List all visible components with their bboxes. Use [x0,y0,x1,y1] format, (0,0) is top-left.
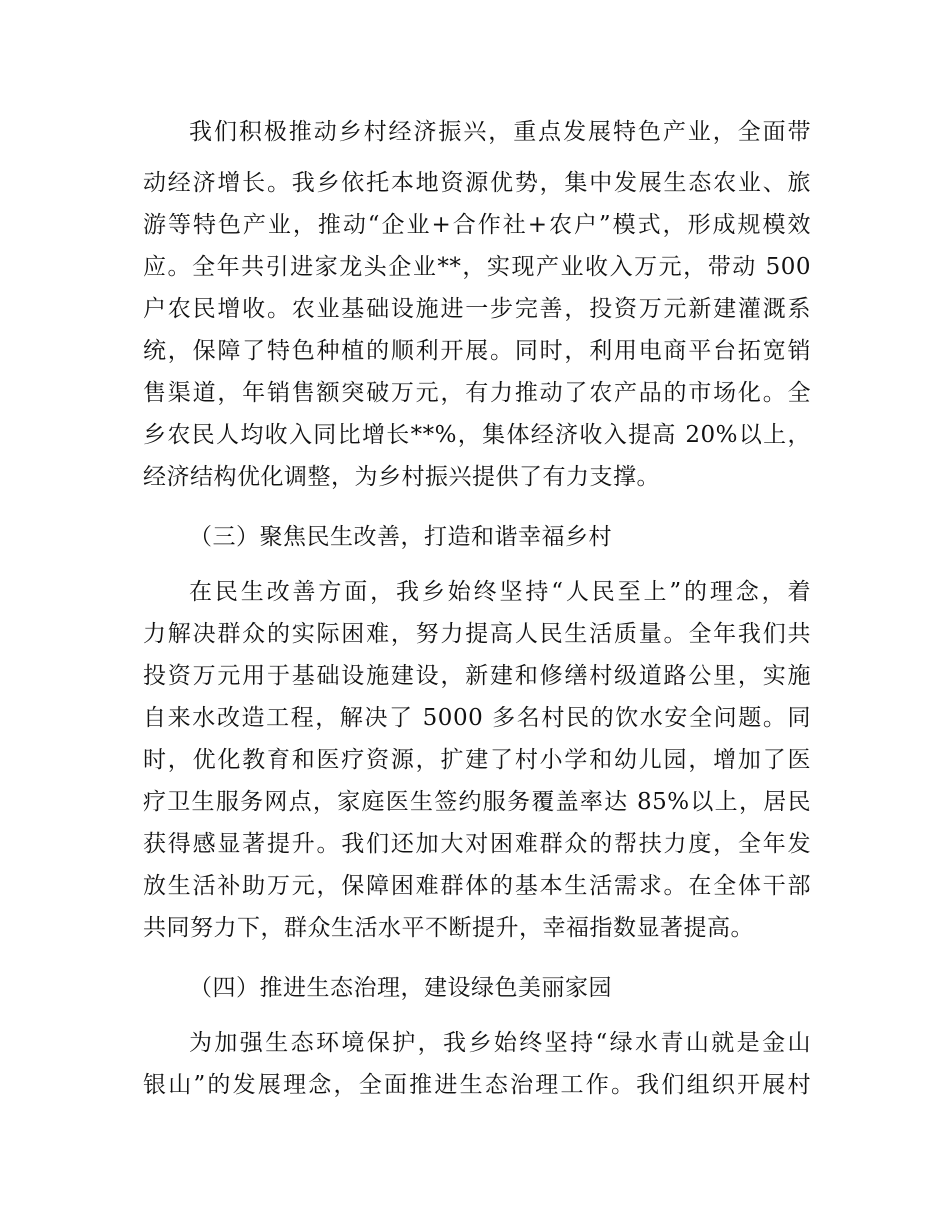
text-line: 自来水改造工程，解决了 5000 多名村民的饮水安全问题。同 [143,705,811,731]
text-line: 获得感显著提升。我们还加大对困难群众的帮扶力度，全年发 [143,831,811,857]
text-line: 动经济增长。我乡依托本地资源优势，集中发展生态农业、旅 [143,170,811,196]
text-line: 应。全年共引进家龙头企业**，实现产业收入万元，带动 500 [143,254,811,280]
text-line: 为加强生态环境保护，我乡始终坚持“绿水青山就是金山 [189,1030,811,1056]
text-line: 售渠道，年销售额突破万元，有力推动了农产品的市场化。全 [143,380,811,406]
text-line: 统，保障了特色种植的顺利开展。同时，利用电商平台拓宽销 [143,338,811,364]
text-line: 乡农民人均收入同比增长**%，集体经济收入提高 20%以上， [143,422,811,448]
text-line: 时，优化教育和医疗资源，扩建了村小学和幼儿园，增加了医 [143,747,811,773]
text-line: 投资万元用于基础设施建设，新建和修缮村级道路公里，实施 [143,663,811,689]
text-line: 银山”的发展理念，全面推进生态治理工作。我们组织开展村 [143,1072,811,1098]
text-line: 力解决群众的实际困难，努力提高人民生活质量。全年我们共 [143,621,811,647]
section-heading: （四）推进生态治理，建设绿色美丽家园 [189,975,612,1001]
text-line: 户农民增收。农业基础设施进一步完善，投资万元新建灌溉系 [143,296,811,322]
text-line: 我们积极推动乡村经济振兴，重点发展特色产业，全面带 [189,119,811,145]
text-line: 经济结构优化调整，为乡村振兴提供了有力支撑。 [143,464,660,490]
text-line: 疗卫生服务网点，家庭医生签约服务覆盖率达 85%以上，居民 [143,789,811,815]
text-line: 在民生改善方面，我乡始终坚持“人民至上”的理念，着 [189,579,811,605]
text-line: 放生活补助万元，保障困难群体的基本生活需求。在全体干部 [143,873,811,899]
text-line: 游等特色产业，推动“企业+合作社+农户”模式，形成规模效 [143,212,811,238]
text-line: 共同努力下，群众生活水平不断提升，幸福指数显著提高。 [143,915,754,941]
section-heading: （三）聚焦民生改善，打造和谐幸福乡村 [189,524,612,550]
